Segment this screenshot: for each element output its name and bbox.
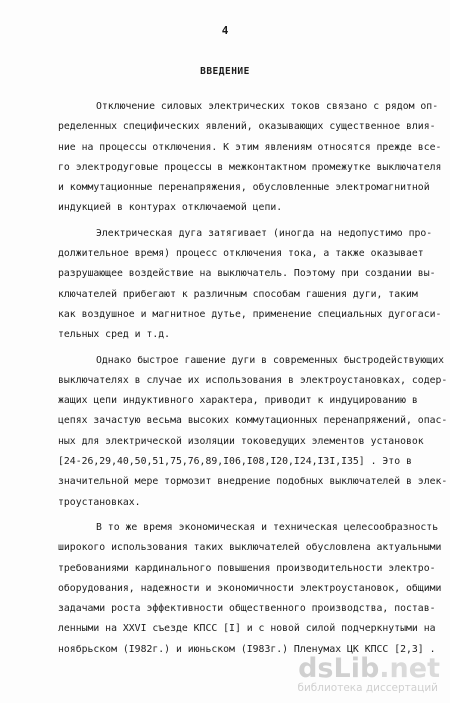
section-heading: ВВЕДЕНИЕ <box>200 66 250 77</box>
text-line: индукцией в контурах отключаемой цепи. <box>58 202 283 214</box>
watermark-logo-tld: .net <box>379 653 440 684</box>
text-line: тельных сред и т.д. <box>58 329 171 341</box>
text-line: должительное время) процесс отключения тока, а также оказывает <box>58 248 424 260</box>
paragraph-4 <box>58 518 442 660</box>
watermark-caption: библиотека диссертаций <box>297 682 438 694</box>
text-line: Отключение силовых электрических токов связано с рядом оп- <box>96 101 439 112</box>
text-line: задачами роста эффективности общественного производства, постав- <box>58 603 436 615</box>
text-line: В то же время экономическая и техническая целесообразность <box>96 521 439 533</box>
text-line: цепях зачастую весьма высоких коммутационных перенапряжений, опас- <box>58 415 448 427</box>
text-line: и коммутационные перенапряжения, обусловленные электромагнитной <box>58 182 430 194</box>
text-line: выключателях в случае их использования в электроустановках, содер- <box>58 374 448 386</box>
text-line: широкого использования таких выключателей обусловлена актуальными <box>58 542 442 554</box>
text-line: ноябрьском (I982г.) и июньском (I983г.) Пленумах ЦК КПСС [2,3] . <box>58 643 436 655</box>
text-line: го электродуговые процессы в межконтактном промежутке выключателя <box>58 161 442 173</box>
body-text <box>58 97 448 660</box>
watermark-logo-main: dsLib <box>298 653 380 684</box>
paragraph-3 <box>58 351 448 513</box>
text-line: разрушающее воздействие на выключатель. Поэтому при создании вы- <box>58 268 436 280</box>
text-line: требованиями кардинального повышения производительности электро- <box>58 562 436 574</box>
text-line: ределенных специфических явлений, оказывающих существенное влия- <box>58 121 436 133</box>
watermark-logo <box>298 653 440 684</box>
paragraph-1 <box>58 97 442 219</box>
citation-line: [24-26,29,40,50,51,75,76,89,I06,I08,I20,I24,I3I,I35] . Это в <box>58 456 412 468</box>
paragraph-2 <box>58 224 442 346</box>
text-line: ние на процессы отключения. К этим явлениям относятся прежде все- <box>58 141 442 153</box>
text-line: оборудования, надежности и экономичности электроустановок, общими <box>58 582 442 594</box>
text-line: жащих цепи индуктивного характера, приводит к индуцированию в <box>58 395 418 407</box>
text-line: троустановках. <box>58 496 141 508</box>
page-number: 4 <box>221 24 229 37</box>
text-line: Электрическая дуга затягивает (иногда на недопустимо про- <box>96 227 433 239</box>
text-line: как воздушное и магнитное дутье, применение специальных дугогаси- <box>58 308 442 320</box>
dslib-watermark <box>250 653 440 697</box>
text-line: ленными на XXVI съезде КПСС [I] и с новой силой подчеркнутыми на <box>58 623 436 635</box>
text-line: Однако быстрое гашение дуги в современных быстродействующих <box>96 354 444 366</box>
text-line: ных для электрической изоляции токоведущих элементов установок <box>58 435 424 447</box>
text-line: значительной мере тормозит внедрение подобных выключателей в элек- <box>58 476 448 488</box>
text-line: ключателей прибегают к различным способам гашения дуги, таким <box>58 288 418 300</box>
